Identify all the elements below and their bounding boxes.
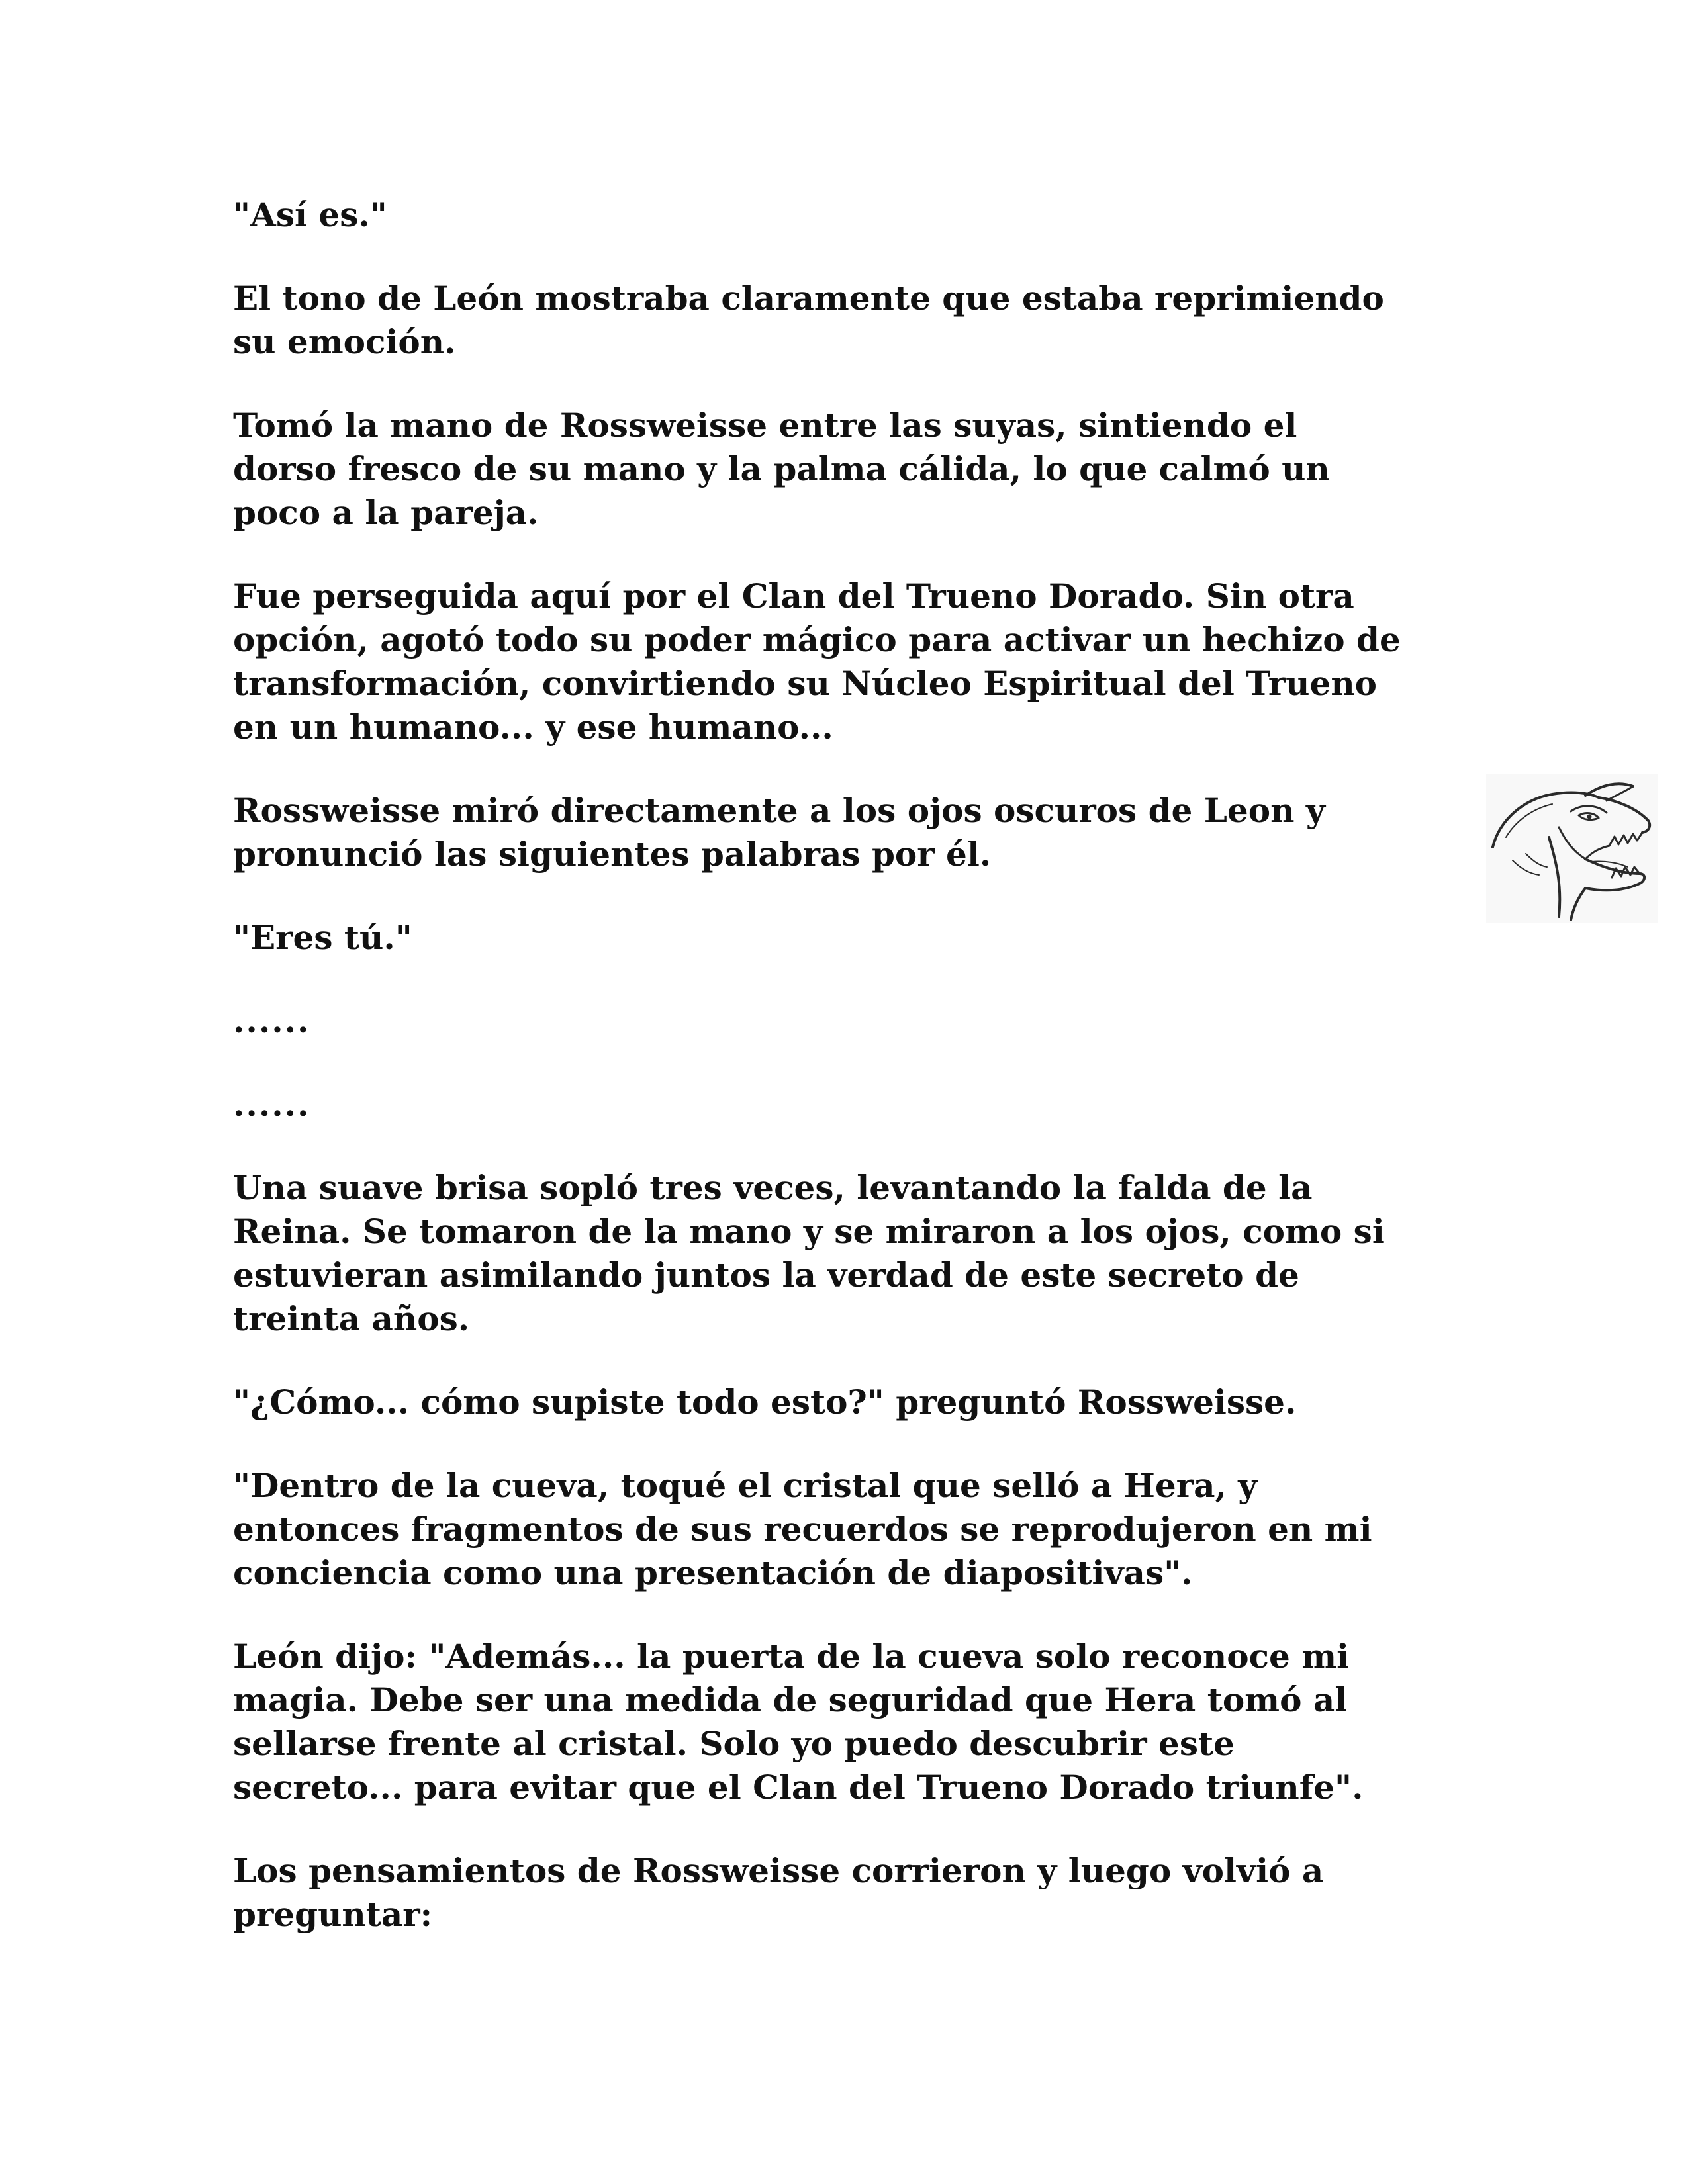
paragraph-11: "Dentro de la cueva, toqué el cristal que selló a Hera, y entonces fragmentos de sus recuerdos se reprodujeron en mi conciencia como una presentación de diapositivas".: [233, 1466, 1372, 1592]
paragraph-1: "Así es.": [233, 195, 387, 234]
paragraph-2: El tono de León mostraba claramente que estaba reprimiendo su emoción.: [233, 279, 1384, 361]
dragon-head-sketch-icon: [1486, 774, 1658, 923]
paragraph-9: Una suave brisa sopló tres veces, levantando la falda de la Reina. Se tomaron de la mano y se miraron a los ojos, como si estuvieran asimilando juntos la verdad de este secreto de treinta años.: [233, 1168, 1385, 1338]
paragraph-5: Rossweisse miró directamente a los ojos oscuros de Leon y pronunció las siguientes palabras por él.: [233, 791, 1325, 874]
paragraph-10: "¿Cómo... cómo supiste todo esto?" preguntó Rossweisse.: [233, 1383, 1297, 1422]
paragraph-8: ......: [233, 1085, 310, 1124]
paragraph-7: ......: [233, 1001, 310, 1040]
paragraph-13: Los pensamientos de Rossweisse corrieron y luego volvió a preguntar:: [233, 1851, 1324, 1934]
paragraph-4: Fue perseguida aquí por el Clan del Trueno Dorado. Sin otra opción, agotó todo su poder mágico para activar un hechizo de transformación, convirtiendo su Núcleo Espiritual del Trueno en un humano... y ese humano...: [233, 576, 1401, 747]
body-text: [233, 193, 1477, 1976]
paragraph-3: Tomó la mano de Rossweisse entre las suyas, sintiendo el dorso fresco de su mano y la palma cálida, lo que calmó un poco a la pareja.: [233, 406, 1330, 532]
paragraph-12: León dijo: "Además... la puerta de la cueva solo reconoce mi magia. Debe ser una medida de seguridad que Hera tomó al sellarse frente al cristal. Solo yo puedo descubrir este secreto... para evitar que el Clan del Trueno Dorado triunfe".: [233, 1637, 1364, 1807]
paragraph-6: "Eres tú.": [233, 918, 412, 957]
